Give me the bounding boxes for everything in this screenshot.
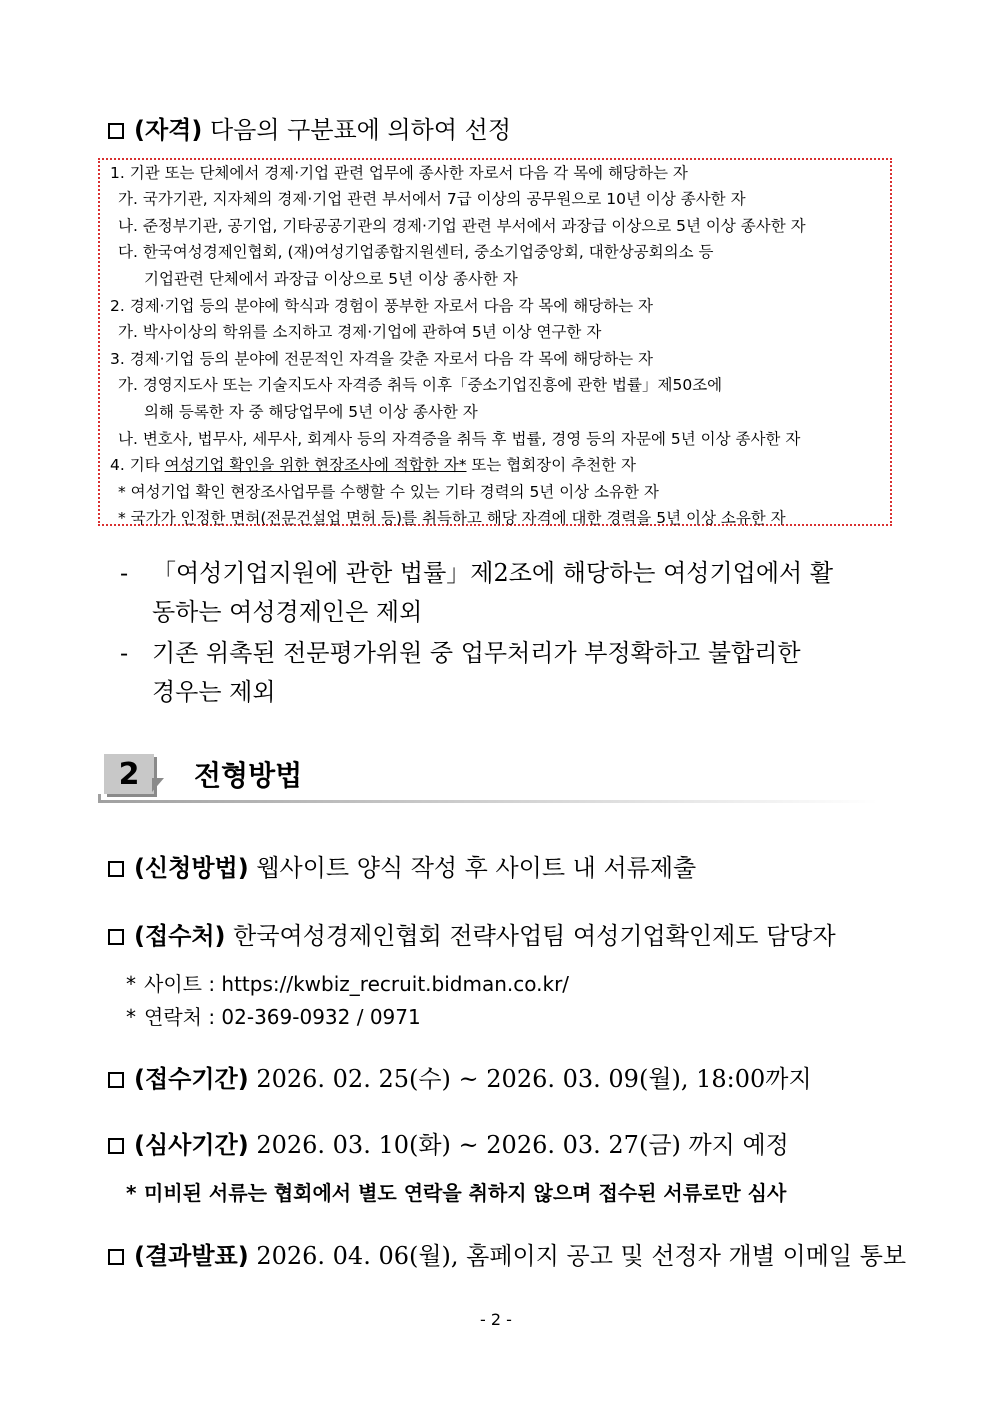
receiver-line [108, 921, 836, 951]
apply-method-line [108, 853, 696, 883]
qual-line-1c-cont: 기업관련 단체에서 과장급 이상으로 5년 이상 종사한 자 [144, 270, 518, 288]
qual-line-3: 3. 경제·기업 등의 분야에 전문적인 자격을 갖춘 자로서 다음 각 목에 해당하는 자 [110, 350, 654, 368]
qual-line-1a: 가. 국가기관, 지자체의 경제·기업 관련 부서에서 7급 이상의 공무원으로 10년 이상 종사한 자 [118, 190, 746, 208]
result-label: (결과발표) [134, 1242, 249, 1270]
qual-line-4 [110, 455, 636, 475]
checkbox-square-icon [108, 1072, 124, 1088]
qual-line-3b: 나. 변호사, 법무사, 세무사, 회계사 등의 자격증을 취득 후 법률, 경영 등의 자문에 5년 이상 종사한 자 [118, 430, 801, 448]
site-note [126, 971, 569, 997]
section-badge-arrow-icon [152, 778, 164, 792]
exclusion-2 [120, 638, 900, 668]
qual-line-4-prefix: 4. 기타 [110, 456, 165, 474]
apply-period-line [108, 1064, 812, 1094]
checkbox-square-icon [108, 123, 124, 139]
qualification-heading [108, 115, 511, 145]
result-line [108, 1241, 906, 1271]
section-number-badge: 2 [104, 754, 154, 794]
checkbox-square-icon [108, 1138, 124, 1154]
receiver-text: 한국여성경제인협회 전략사업팀 여성기업확인제도 담당자 [233, 922, 836, 950]
qualification-label: (자격) [134, 116, 203, 144]
asterisk-bullet: * [126, 1181, 137, 1205]
qual-line-2a: 가. 박사이상의 학위를 소지하고 경제·기업에 관하여 5년 이상 연구한 자 [118, 323, 602, 341]
exclusion-1-cont: 동하는 여성경제인은 제외 [152, 598, 423, 626]
qual-line-1b: 나. 준정부기관, 공기업, 기타공공기관의 경제·기업 관련 부서에서 과장급 이상으로 5년 이상 종사한 자 [118, 217, 806, 235]
contact-note [126, 1004, 421, 1030]
qual-note-2: * 국가가 인정한 면허(전문건설업 면허 등)를 취득하고 해당 자격에 대한 경력을 5년 이상 소유한 자 [118, 509, 786, 527]
apply-method-label: (신청방법) [134, 854, 249, 882]
qualification-text: 다음의 구분표에 의하여 선정 [209, 116, 512, 144]
checkbox-square-icon [108, 1249, 124, 1265]
exclusion-1 [120, 558, 900, 588]
qual-line-4-suffix: 또는 협회장이 추천한 자 [466, 456, 636, 474]
section-title: 전형방법 [194, 759, 303, 792]
dash-bullet: - [120, 639, 129, 667]
exclusion-2-text: 기존 위촉된 전문평가위원 중 업무처리가 부정확하고 불합리한 [152, 639, 801, 667]
apply-period-text: 2026. 02. 25(수) ~ 2026. 03. 09(월), 18:00까지 [256, 1065, 812, 1093]
review-note [126, 1180, 786, 1206]
review-period-text: 2026. 03. 10(화) ~ 2026. 03. 27(금) 까지 예정 [256, 1131, 789, 1159]
checkbox-square-icon [108, 861, 124, 877]
review-period-line [108, 1130, 789, 1160]
qual-line-3a-cont: 의해 등록한 자 중 해당업무에 5년 이상 종사한 자 [144, 403, 478, 421]
review-note-text: 미비된 서류는 협회에서 별도 연락을 취하지 않으며 접수된 서류로만 심사 [144, 1181, 787, 1205]
asterisk-bullet: * [126, 1005, 136, 1029]
exclusion-2-cont: 경우는 제외 [152, 678, 276, 706]
qualification-table-box [98, 158, 892, 526]
receiver-label: (접수처) [134, 922, 226, 950]
site-note-text: 사이트 : https://kwbiz_recruit.bidman.co.kr/ [144, 972, 570, 996]
dash-bullet: - [120, 559, 129, 587]
qual-line-3a: 가. 경영지도사 또는 기술지도사 자격증 취득 이후「중소기업진흥에 관한 법률」제50조에 [118, 376, 723, 394]
result-text: 2026. 04. 06(월), 홈페이지 공고 및 선정자 개별 이메일 통보 [256, 1242, 907, 1270]
contact-note-text: 연락처 : 02-369-0932 / 0971 [144, 1005, 421, 1029]
apply-method-text: 웹사이트 양식 작성 후 사이트 내 서류제출 [256, 854, 697, 882]
checkbox-square-icon [108, 929, 124, 945]
asterisk-bullet: * [126, 972, 136, 996]
qual-line-1: 1. 기관 또는 단체에서 경제·기업 관련 업무에 종사한 자로서 다음 각 목에 해당하는 자 [110, 164, 688, 182]
section-divider [98, 800, 878, 803]
qual-note-1: * 여성기업 확인 현장조사업무를 수행할 수 있는 기타 경력의 5년 이상 소유한 자 [118, 483, 659, 501]
qual-line-2: 2. 경제·기업 등의 분야에 학식과 경험이 풍부한 자로서 다음 각 목에 해당하는 자 [110, 297, 654, 315]
qual-line-4-underlined: 여성기업 확인을 위한 현장조사에 적합한 자* [164, 456, 467, 474]
exclusion-1-text: 「여성기업지원에 관한 법률」제2조에 해당하는 여성기업에서 활 [152, 559, 834, 587]
review-period-label: (심사기간) [134, 1131, 249, 1159]
qual-line-1c: 다. 한국여성경제인협회, (재)여성기업종합지원센터, 중소기업중앙회, 대한상공회의소 등 [118, 243, 714, 261]
apply-period-label: (접수기간) [134, 1065, 249, 1093]
page-number: - 2 - [480, 1310, 512, 1329]
